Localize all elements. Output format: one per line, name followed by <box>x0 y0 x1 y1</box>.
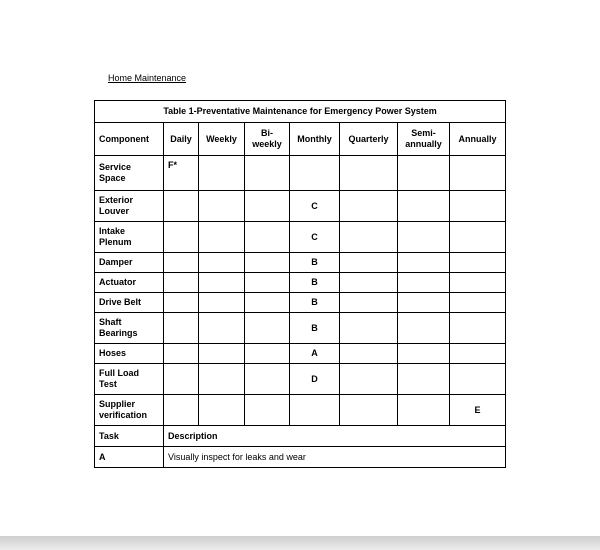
frequency-cell <box>245 344 290 364</box>
frequency-cell <box>245 253 290 273</box>
component-cell: Service Space <box>95 156 164 191</box>
frequency-cell <box>164 222 199 253</box>
frequency-cell <box>245 395 290 426</box>
table-row <box>95 293 506 313</box>
column-header: Daily <box>164 123 199 156</box>
task-header: Task <box>95 426 164 447</box>
frequency-cell <box>450 344 506 364</box>
frequency-cell <box>199 191 245 222</box>
frequency-cell: B <box>290 313 340 344</box>
frequency-cell <box>398 253 450 273</box>
component-cell: Full Load Test <box>95 364 164 395</box>
frequency-cell <box>199 222 245 253</box>
frequency-cell <box>398 273 450 293</box>
frequency-cell <box>245 313 290 344</box>
frequency-cell <box>340 156 398 191</box>
key-header-row <box>95 426 506 447</box>
frequency-cell <box>450 364 506 395</box>
maintenance-table <box>94 100 506 468</box>
frequency-cell <box>340 344 398 364</box>
frequency-cell <box>164 273 199 293</box>
frequency-cell <box>450 191 506 222</box>
frequency-cell <box>398 395 450 426</box>
column-header: Annually <box>450 123 506 156</box>
frequency-cell <box>340 395 398 426</box>
frequency-cell <box>164 191 199 222</box>
frequency-cell <box>340 293 398 313</box>
column-header: Weekly <box>199 123 245 156</box>
frequency-cell <box>398 191 450 222</box>
frequency-cell: E <box>450 395 506 426</box>
frequency-cell: B <box>290 273 340 293</box>
frequency-cell: B <box>290 293 340 313</box>
frequency-cell <box>340 313 398 344</box>
frequency-cell <box>290 395 340 426</box>
table-row <box>95 344 506 364</box>
frequency-cell <box>199 395 245 426</box>
table-row <box>95 156 506 191</box>
description-header: Description <box>164 426 506 447</box>
frequency-cell <box>398 293 450 313</box>
frequency-cell <box>199 313 245 344</box>
frequency-cell <box>164 364 199 395</box>
component-cell: Hoses <box>95 344 164 364</box>
frequency-cell <box>450 273 506 293</box>
component-cell: Drive Belt <box>95 293 164 313</box>
table-row <box>95 253 506 273</box>
frequency-cell <box>164 395 199 426</box>
frequency-cell <box>245 293 290 313</box>
frequency-cell <box>340 253 398 273</box>
frequency-cell <box>199 253 245 273</box>
frequency-cell <box>340 222 398 253</box>
frequency-cell: C <box>290 222 340 253</box>
table-title: Table 1-Preventative Maintenance for Emergency Power System <box>95 101 506 123</box>
frequency-cell <box>245 222 290 253</box>
frequency-cell <box>398 313 450 344</box>
component-cell: Intake Plenum <box>95 222 164 253</box>
table-row <box>95 191 506 222</box>
frequency-cell <box>164 293 199 313</box>
frequency-cell <box>450 156 506 191</box>
table-row <box>95 222 506 253</box>
frequency-cell <box>164 253 199 273</box>
frequency-cell <box>450 253 506 273</box>
frequency-cell: F* <box>164 156 199 191</box>
column-header: Component <box>95 123 164 156</box>
frequency-cell <box>398 156 450 191</box>
column-header: Monthly <box>290 123 340 156</box>
frequency-cell <box>398 364 450 395</box>
frequency-cell: B <box>290 253 340 273</box>
task-code: A <box>95 447 164 468</box>
frequency-cell <box>245 364 290 395</box>
frequency-cell <box>398 344 450 364</box>
page-shadow <box>0 536 600 550</box>
home-maintenance-link[interactable]: Home Maintenance <box>108 73 187 83</box>
frequency-cell <box>290 156 340 191</box>
frequency-cell <box>245 191 290 222</box>
table-row <box>95 395 506 426</box>
frequency-cell <box>199 293 245 313</box>
table-row <box>95 364 506 395</box>
table-row <box>95 313 506 344</box>
frequency-cell: A <box>290 344 340 364</box>
frequency-cell <box>199 344 245 364</box>
frequency-cell <box>164 344 199 364</box>
frequency-cell <box>340 191 398 222</box>
frequency-cell <box>450 222 506 253</box>
table-header-row <box>95 123 506 156</box>
table-row <box>95 273 506 293</box>
task-description: Visually inspect for leaks and wear <box>164 447 506 468</box>
frequency-cell: C <box>290 191 340 222</box>
frequency-cell <box>199 364 245 395</box>
frequency-cell <box>450 293 506 313</box>
column-header: Semi- annually <box>398 123 450 156</box>
key-row <box>95 447 506 468</box>
frequency-cell <box>245 156 290 191</box>
component-cell: Exterior Louver <box>95 191 164 222</box>
frequency-cell <box>340 273 398 293</box>
frequency-cell <box>199 156 245 191</box>
component-cell: Supplier verification <box>95 395 164 426</box>
frequency-cell <box>398 222 450 253</box>
column-header: Quarterly <box>340 123 398 156</box>
frequency-cell <box>164 313 199 344</box>
component-cell: Shaft Bearings <box>95 313 164 344</box>
frequency-cell <box>245 273 290 293</box>
component-cell: Damper <box>95 253 164 273</box>
frequency-cell: D <box>290 364 340 395</box>
column-header: Bi- weekly <box>245 123 290 156</box>
frequency-cell <box>340 364 398 395</box>
component-cell: Actuator <box>95 273 164 293</box>
frequency-cell <box>199 273 245 293</box>
frequency-cell <box>450 313 506 344</box>
